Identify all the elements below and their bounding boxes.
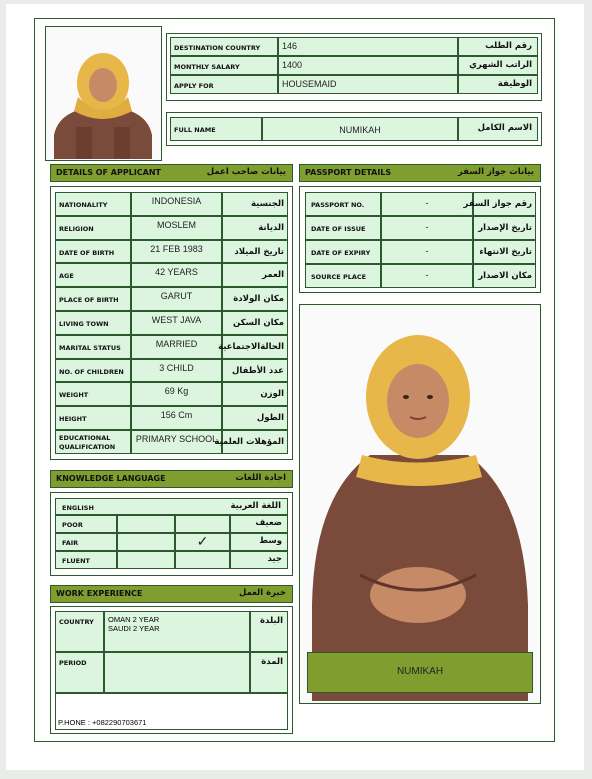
language-ar-cell xyxy=(230,551,288,569)
country-line-1: OMAN 2 YEAR xyxy=(108,615,160,624)
language-mark-cell xyxy=(175,533,230,551)
applicant-ar-cell xyxy=(222,382,288,406)
full-name-label: FULL NAME xyxy=(174,126,216,134)
passport-field-value: - xyxy=(425,246,429,256)
applicant-label-cell xyxy=(55,335,131,359)
applicant-field-value: GARUT xyxy=(160,291,193,302)
applicant-field-value: 21 FEB 1983 xyxy=(150,243,203,254)
experience-header xyxy=(50,585,293,603)
applicant-field-ar: الحالةالاجتماعية xyxy=(218,341,284,352)
applicant-ar-cell xyxy=(222,263,288,287)
passport-ar-cell xyxy=(473,216,536,240)
applicant-photo-small xyxy=(46,27,160,159)
top-field-ar-cell xyxy=(458,37,538,56)
top-field-label-cell xyxy=(170,75,278,94)
country-label-cell xyxy=(55,611,104,652)
top-field-ar-cell xyxy=(458,56,538,75)
passport-label-cell xyxy=(305,240,381,264)
photo-caption: NUMIKAH xyxy=(396,666,444,677)
applicant-label-cell xyxy=(55,406,131,430)
passport-ar-cell xyxy=(463,192,536,216)
large-photo-box xyxy=(299,304,541,704)
top-field-ar: الراتب الشهري xyxy=(469,60,532,70)
passport-value-cell xyxy=(381,216,473,240)
applicant-field-label: MARITAL STATUS xyxy=(59,343,121,352)
language-ar-cell xyxy=(230,515,288,533)
top-field-label: APPLY FOR xyxy=(174,82,214,90)
applicant-value-cell xyxy=(131,382,222,406)
passport-field-label: PASSPORT NO. xyxy=(311,201,365,209)
passport-header xyxy=(299,164,541,182)
top-field-value: 146 xyxy=(282,41,298,51)
language-checkmark: ✓ xyxy=(196,533,209,549)
applicant-value-cell xyxy=(131,335,222,359)
top-field-ar: الوظيفة xyxy=(497,79,532,89)
applicant-value-cell xyxy=(131,192,222,216)
applicant-value-cell xyxy=(131,359,222,383)
period-ar-cell xyxy=(250,652,288,693)
top-field-label: MONTHLY SALARY xyxy=(174,63,240,71)
applicant-title-ar: بيانات صاحب اعمل xyxy=(206,167,286,177)
language-mark-cell xyxy=(175,515,230,533)
top-field-label-cell xyxy=(170,37,278,56)
language-level-ar: جيد xyxy=(267,554,282,564)
applicant-field-ar: الطول xyxy=(256,413,284,424)
applicant-ar-cell xyxy=(222,359,288,383)
applicant-field-label: WEIGHT xyxy=(59,391,89,400)
top-field-label-cell xyxy=(170,56,278,75)
applicant-field-value: MARRIED xyxy=(155,338,198,349)
passport-value-cell xyxy=(381,192,473,216)
applicant-field-ar: العمر xyxy=(262,270,284,281)
applicant-value-cell xyxy=(131,430,222,454)
applicant-field-ar: تاريخ الميلاد xyxy=(234,246,284,257)
small-photo-box xyxy=(45,26,162,161)
country-ar-cell xyxy=(250,611,288,652)
applicant-field-label: EDUCATIONAL QUALIFICATION xyxy=(59,434,116,451)
passport-field-label: DATE OF EXPIRY xyxy=(311,249,371,257)
top-field-ar: رقم الطلب xyxy=(485,41,532,51)
period-ar: المدة xyxy=(261,657,283,667)
passport-value-cell xyxy=(381,264,473,288)
applicant-value-cell xyxy=(131,311,222,335)
applicant-value-cell xyxy=(131,263,222,287)
applicant-field-label: HEIGHT xyxy=(59,415,87,424)
phone-number: P.HONE : +082290703671 xyxy=(58,718,147,727)
passport-field-label: DATE OF ISSUE xyxy=(311,225,366,233)
language-level-en: POOR xyxy=(62,521,83,529)
applicant-field-label: PLACE OF BIRTH xyxy=(59,296,119,305)
applicant-ar-cell xyxy=(222,406,288,430)
applicant-value-cell xyxy=(131,240,222,264)
applicant-field-value: PRIMARY SCHOOL xyxy=(135,434,218,444)
language-blank-cell xyxy=(117,551,175,569)
applicant-field-value: WEST JAVA xyxy=(151,315,202,325)
applicant-value-cell xyxy=(131,287,222,311)
period-value-cell xyxy=(104,652,250,693)
applicant-photo-large xyxy=(300,305,538,701)
period-label-cell xyxy=(55,652,104,693)
applicant-field-ar: الجنسية xyxy=(251,199,284,209)
passport-title-ar: بيانات جواز السفر xyxy=(457,167,534,177)
applicant-label-cell xyxy=(55,263,131,287)
applicant-label-cell xyxy=(55,382,131,406)
applicant-label-cell xyxy=(55,240,131,264)
phone-cell xyxy=(55,693,288,730)
applicant-field-value: 3 CHILD xyxy=(159,362,194,373)
language-mark-cell xyxy=(175,551,230,569)
passport-field-ar: رقم جواز السفر xyxy=(463,199,532,209)
language-header-ar: اللغة العربية xyxy=(230,501,281,511)
full-name-value: NUMIKAH xyxy=(339,125,381,135)
passport-field-value: - xyxy=(425,198,429,208)
applicant-field-label: DATE OF BIRTH xyxy=(59,248,115,257)
applicant-field-ar: عدد الأطفال xyxy=(232,365,284,376)
passport-title-en: PASSPORT DETAILS xyxy=(305,168,392,177)
top-field-value-cell xyxy=(278,56,458,75)
passport-label-cell xyxy=(305,216,381,240)
applicant-ar-cell xyxy=(214,430,288,454)
top-field-value: 1400 xyxy=(282,60,303,70)
applicant-field-label: NATIONALITY xyxy=(59,201,108,209)
language-title-en: KNOWLEDGE LANGUAGE xyxy=(56,474,166,483)
applicant-label-cell xyxy=(55,430,131,454)
applicant-field-label: RELIGION xyxy=(59,224,94,233)
language-level-cell xyxy=(55,515,117,533)
language-level-cell xyxy=(55,533,117,551)
applicant-title-en: DETAILS OF APPLICANT xyxy=(56,168,162,177)
language-ar-cell xyxy=(230,533,288,551)
passport-ar-cell xyxy=(473,240,536,264)
language-blank-cell xyxy=(117,515,175,533)
passport-field-ar: مكان الاصدار xyxy=(478,271,532,281)
country-value-cell xyxy=(104,611,250,652)
top-field-label: DESTINATION COUNTRY xyxy=(174,44,261,52)
passport-field-value: - xyxy=(425,270,429,280)
applicant-ar-cell xyxy=(218,335,288,359)
passport-value-cell xyxy=(381,240,473,264)
passport-label-cell xyxy=(305,192,381,216)
full-name-label-cell xyxy=(170,117,262,141)
top-field-ar-cell xyxy=(458,75,538,94)
experience-title-en: WORK EXPERIENCE xyxy=(56,589,143,598)
top-field-value-cell xyxy=(278,75,458,94)
top-field-value: HOUSEMAID xyxy=(282,79,337,89)
passport-label-cell xyxy=(305,264,381,288)
applicant-field-ar: الديانة xyxy=(258,222,284,233)
country-ar: البلدة xyxy=(260,616,283,626)
language-level-ar: وسط xyxy=(259,536,282,546)
passport-field-label: SOURCE PLACE xyxy=(311,273,367,281)
language-header-en: ENGLISH xyxy=(62,504,94,512)
experience-title-ar: خبرة العمل xyxy=(238,588,286,598)
full-name-ar-cell xyxy=(458,117,538,141)
applicant-label-cell xyxy=(55,287,131,311)
applicant-ar-cell xyxy=(222,311,288,335)
applicant-value-cell xyxy=(131,216,222,240)
applicant-label-cell xyxy=(55,311,131,335)
applicant-field-ar: مكان السكن xyxy=(233,318,284,328)
language-level-en: FAIR xyxy=(62,539,79,547)
applicant-label-cell xyxy=(55,192,131,216)
applicant-label-cell xyxy=(55,359,131,383)
passport-field-ar: تاريخ الإصدار xyxy=(478,223,532,233)
applicant-ar-cell xyxy=(222,287,288,311)
full-name-ar: الاسم الكامل xyxy=(477,123,532,133)
language-header-row xyxy=(55,498,288,515)
applicant-ar-cell xyxy=(222,192,288,216)
passport-field-ar: تاريخ الانتهاء xyxy=(479,247,532,257)
language-level-cell xyxy=(55,551,117,569)
top-field-value-cell xyxy=(278,37,458,56)
applicant-field-label: NO. OF CHILDREN xyxy=(59,367,124,376)
applicant-header xyxy=(50,164,293,182)
applicant-field-label: LIVING TOWN xyxy=(59,320,109,328)
photo-caption-bar xyxy=(307,652,533,693)
full-name-value-cell xyxy=(262,117,458,141)
applicant-field-value: MOSLEM xyxy=(156,219,196,230)
applicant-field-ar: الوزن xyxy=(260,389,284,400)
applicant-field-label: AGE xyxy=(59,272,74,281)
language-header xyxy=(50,470,293,488)
applicant-value-cell xyxy=(131,406,222,430)
country-label: COUNTRY xyxy=(59,618,94,626)
period-label: PERIOD xyxy=(59,659,87,667)
language-level-en: FLUENT xyxy=(62,557,90,565)
language-title-ar: اجادة اللغات xyxy=(235,473,286,483)
applicant-field-value: 42 YEARS xyxy=(155,267,198,278)
applicant-field-value: 156 Cm xyxy=(160,410,193,421)
passport-field-value: - xyxy=(425,222,429,232)
applicant-field-ar: مكان الولادة xyxy=(233,294,284,305)
applicant-ar-cell xyxy=(222,216,288,240)
language-blank-cell xyxy=(117,533,175,551)
applicant-field-value: INDONESIA xyxy=(151,196,202,206)
passport-ar-cell xyxy=(473,264,536,288)
applicant-field-value: 69 Kg xyxy=(164,386,189,397)
country-line-2: SAUDI 2 YEAR xyxy=(108,624,160,633)
applicant-field-ar: المؤهلات العلمية xyxy=(214,437,284,447)
applicant-ar-cell xyxy=(222,240,288,264)
language-level-ar: ضعيف xyxy=(255,518,282,528)
applicant-label-cell xyxy=(55,216,131,240)
